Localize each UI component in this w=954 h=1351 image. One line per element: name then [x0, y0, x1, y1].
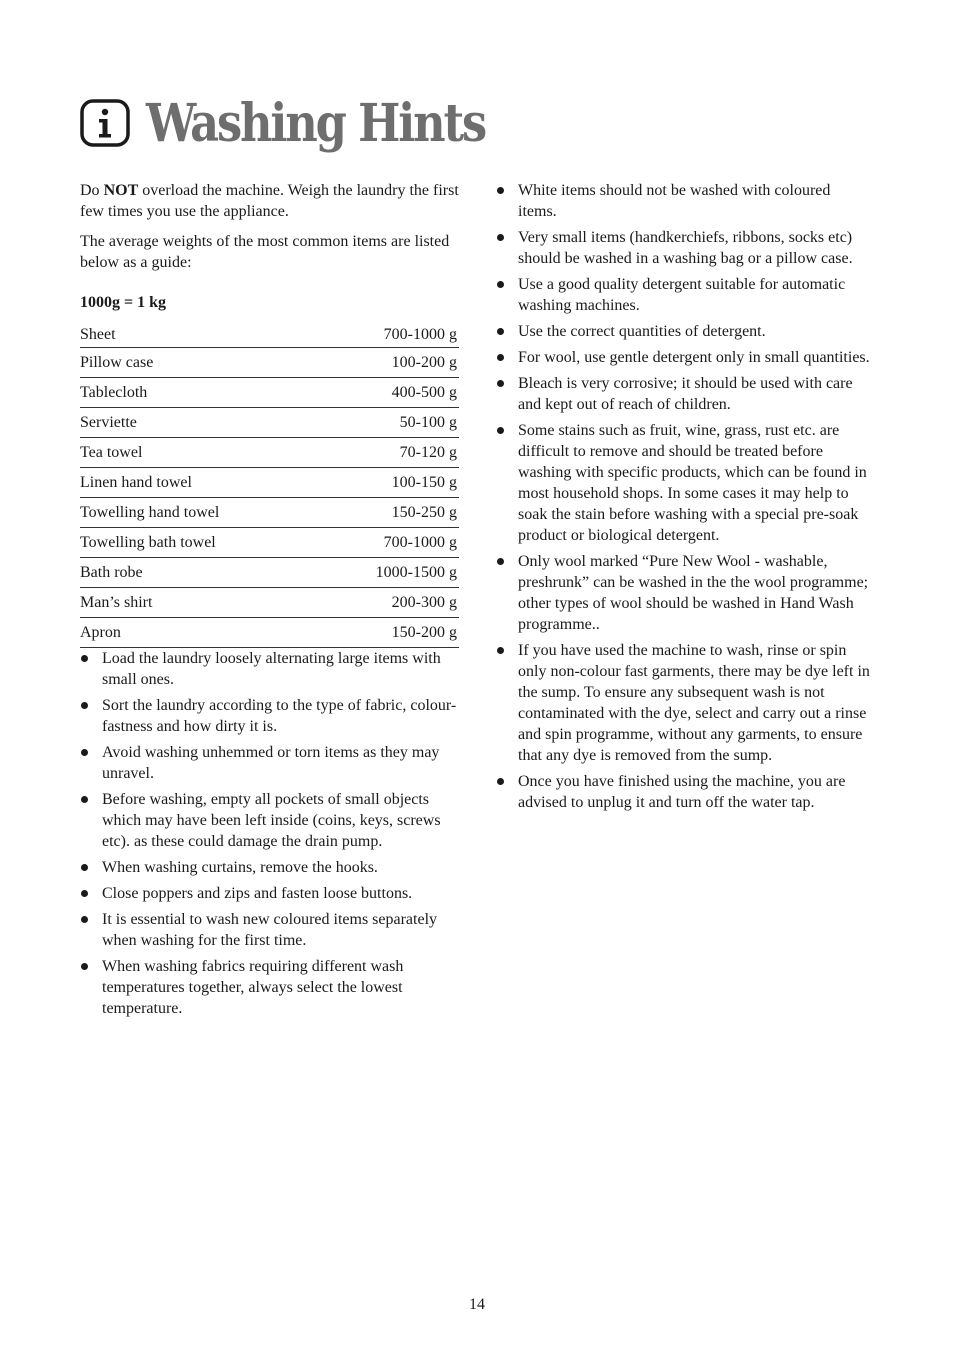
list-item: Use a good quality detergent suitable for automatic washing machines. — [496, 274, 872, 316]
right-column — [496, 180, 872, 818]
page-header — [80, 88, 540, 158]
table-row — [80, 468, 459, 498]
item-name: Apron — [80, 618, 317, 648]
table-row — [80, 322, 459, 348]
list-item: Some stains such as fruit, wine, grass, rust etc. are difficult to remove and should be treated before washing with specific products, which can be found in most household shops. In some cases it may help to soak the stain before washing with a special pre-soak product or biological detergent. — [496, 420, 872, 546]
item-name: Man’s shirt — [80, 588, 317, 618]
table-row — [80, 558, 459, 588]
list-item: Only wool marked “Pure New Wool - washable, preshrunk” can be washed in the the wool programme; other types of wool should be washed in Hand Wash programme.. — [496, 551, 872, 635]
right-hints-list — [496, 180, 872, 813]
item-weight: 100-150 g — [317, 468, 459, 498]
list-item: Close poppers and zips and fasten loose buttons. — [80, 883, 460, 904]
unit-note: 1000g = 1 kg — [80, 294, 167, 311]
overload-warning: Do NOT overload the machine. Weigh the laundry the first few times you use the appliance. — [80, 182, 459, 220]
list-item: Sort the laundry according to the type of fabric, colour-fastness and how dirty it is. — [80, 695, 460, 737]
item-weight: 700-1000 g — [317, 528, 459, 558]
list-item: If you have used the machine to wash, rinse or spin only non-colour fast garments, there may be dye left in the sump. To ensure any subsequent wash is not contaminated with the dye, select and carry out a rinse and spin programme, without any garments, to ensure that any dye is removed from the sump. — [496, 640, 872, 766]
list-item: Avoid washing unhemmed or torn items as they may unravel. — [80, 742, 460, 784]
list-item: Use the correct quantities of detergent. — [496, 321, 872, 342]
table-row — [80, 498, 459, 528]
list-item: When washing curtains, remove the hooks. — [80, 857, 460, 878]
item-name: Linen hand towel — [80, 468, 317, 498]
table-row — [80, 438, 459, 468]
item-name: Tea towel — [80, 438, 317, 468]
list-item: It is essential to wash new coloured items separately when washing for the first time. — [80, 909, 460, 951]
not-emphasis: NOT — [103, 182, 139, 199]
list-item: Once you have finished using the machine, you are advised to unplug it and turn off the water tap. — [496, 771, 872, 813]
info-icon — [80, 98, 130, 148]
table-row — [80, 588, 459, 618]
item-name: Tablecloth — [80, 378, 317, 408]
item-name: Towelling bath towel — [80, 528, 317, 558]
page-number: 14 — [469, 1296, 485, 1313]
item-name: Sheet — [80, 322, 317, 348]
item-name: Towelling hand towel — [80, 498, 317, 528]
item-name: Pillow case — [80, 348, 317, 378]
table-row — [80, 378, 459, 408]
list-item: Bleach is very corrosive; it should be used with care and kept out of reach of children. — [496, 373, 872, 415]
table-row — [80, 348, 459, 378]
item-weight: 400-500 g — [317, 378, 459, 408]
table-row — [80, 618, 459, 648]
item-weight: 100-200 g — [317, 348, 459, 378]
list-item: White items should not be washed with coloured items. — [496, 180, 872, 222]
page-title: Washing Hints — [146, 92, 485, 154]
left-column — [80, 180, 460, 1024]
item-weight: 1000-1500 g — [317, 558, 459, 588]
list-item: Before washing, empty all pockets of small objects which may have been left inside (coins, keys, screws etc). as these could damage the drain pump. — [80, 789, 460, 852]
item-weight: 150-250 g — [317, 498, 459, 528]
average-weights-intro: The average weights of the most common items are listed below as a guide: — [80, 233, 450, 271]
item-name: Bath robe — [80, 558, 317, 588]
item-weight: 70-120 g — [317, 438, 459, 468]
item-weight: 200-300 g — [317, 588, 459, 618]
table-row — [80, 408, 459, 438]
list-item: Very small items (handkerchiefs, ribbons, socks etc) should be washed in a washing bag or a pillow case. — [496, 227, 872, 269]
item-weight: 150-200 g — [317, 618, 459, 648]
item-weight: 50-100 g — [317, 408, 459, 438]
left-hints-list — [80, 648, 460, 1019]
table-row — [80, 528, 459, 558]
list-item: When washing fabrics requiring different wash temperatures together, always select the lowest temperature. — [80, 956, 460, 1019]
list-item: Load the laundry loosely alternating large items with small ones. — [80, 648, 460, 690]
item-name: Serviette — [80, 408, 317, 438]
weights-table — [80, 322, 459, 648]
list-item: For wool, use gentle detergent only in small quantities. — [496, 347, 872, 368]
item-weight: 700-1000 g — [317, 322, 459, 348]
